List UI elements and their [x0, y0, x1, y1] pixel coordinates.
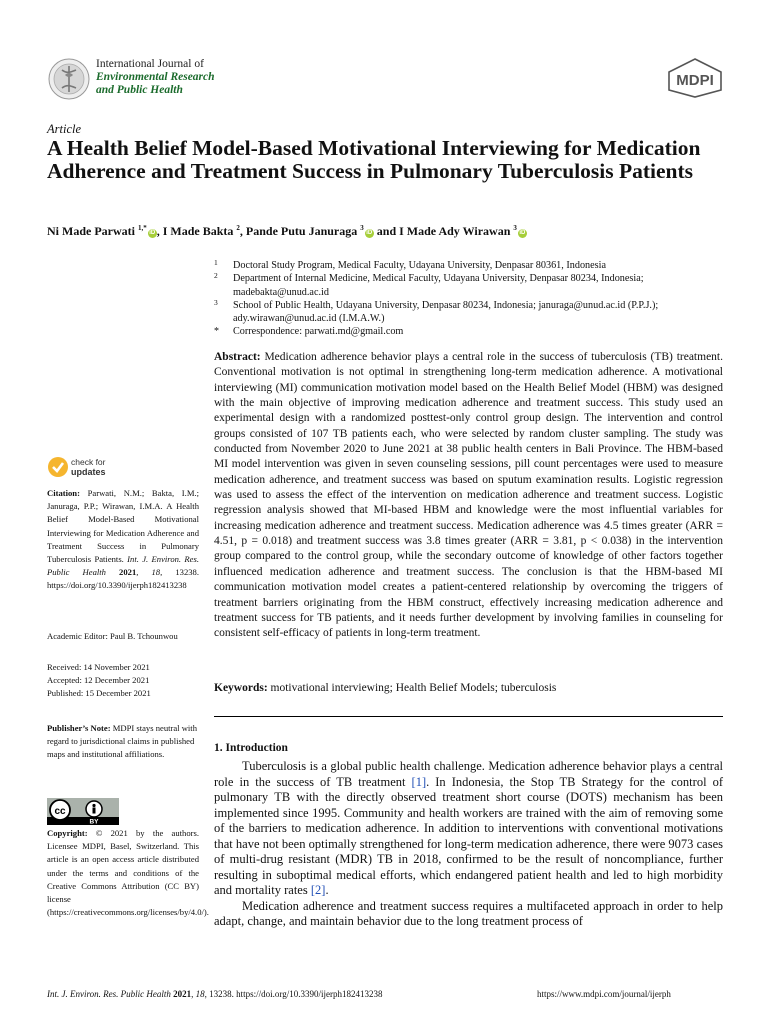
- affiliation-marker: 2: [214, 271, 218, 281]
- journal-name-line3: and Public Health: [96, 84, 183, 96]
- citation-text: Parwati, N.M.; Bakta, I.M.; Januraga, P.P.; Wirawan, I.M.A. A Health Belief Model-Based Motivational Interviewing for Medication Adherence and Treatment Success in Pulmonary Tuberculosis Patients.: [47, 488, 199, 565]
- introduction-body: [214, 759, 723, 930]
- publisher-note-label: Publisher’s Note:: [47, 723, 111, 733]
- check-for-updates-button[interactable]: [47, 456, 157, 482]
- author-affiliation-mark: 1,*: [137, 224, 147, 232]
- cc-by-license-badge[interactable]: [47, 798, 119, 825]
- orcid-icon[interactable]: iD: [149, 230, 156, 236]
- affiliation-text: School of Public Health, Udayana University, Denpasar 80234, Indonesia; januraga@unud.ac.id (P.P.J.); ady.wirawan@unud.ac.id (I.M.A.W.): [233, 299, 659, 325]
- cc-by-label: BY: [89, 818, 99, 825]
- published-date: Published: 15 December 2021: [47, 688, 151, 699]
- abstract: [214, 350, 723, 642]
- citation-link[interactable]: [2]: [310, 883, 326, 897]
- abstract-label: Abstract:: [214, 351, 261, 363]
- journal-logo: [47, 57, 91, 101]
- paragraph: [214, 759, 723, 899]
- affiliation-item: [214, 299, 734, 326]
- citation-doi[interactable]: , 13238. https://doi.org/10.3390/ijerph182413238: [47, 567, 199, 591]
- correspondence-text: Correspondence: parwati.md@gmail.com: [233, 326, 404, 338]
- affiliation-marker: 1: [214, 258, 218, 267]
- journal-name-line2: Environmental Research: [96, 71, 215, 83]
- publisher-note: [47, 722, 199, 762]
- author-affiliation-mark: 3: [513, 224, 517, 232]
- paragraph-text: . In Indonesia, the Stop TB Strategy for the control of pulmonary TB with the directly observed treatment short course (DOTS) mechanism has been implemented since 1995. Community and health workers are trained with the aim of removing some of the barriers to medication adherence. In addition to interventions with conventional motivations that have not been optimally strengthened for long-term medication adherence, there were 9073 cases of multi-drug resistant (MDR) TB in 2018, confirmed to be the result of noncompliance, further resulting in suboptimal medical efforts, which endangered patient health and led to high morbidity and mortality rates: [214, 774, 723, 897]
- abstract-text: Medication adherence behavior plays a central role in the success of tuberculosis (TB) treatment. Conventional motivation is not optimal in strengthening long-term medication adherence. A motivational interviewing (MI) communication motivation model based on the Health Belief Model (HBM) was designed with the main objective of improving medication adherence and treatment success. This study used an experimental design with a randomized posttest-only control group design. The intervention and control groups consisted of 107 TB patients each, who were selected by random cluster sampling. The study was conducted from November 2020 to June 2021 at 38 public health centers in Bali Province. The HBM-based MI model intervention was given in seven counseling sessions, pill count percentages were used to measure medication adherence, and treatment success was based on sputum examination results. Logistic regression was used to assess the effect of the intervention on medication adherence and treatment success. Logistic regression analysis showed that MI-based HBM and knowledge were the most influential variables for increasing medication adherence and treatment success. Medication adherence was 4.5 times greater (ARR = 4.51, p = 0.018) and treatment success was 3.8 times greater (ARR = 3.81, p < 0.038) in the intervention group compared to the control group, while the secondary outcome of knowledge of other factors together influenced medication adherence and treatment success. The conclusion is that the HBM-based MI communication motivation model creates a patient-centered relationship by overcoming the triggers of treatment barriers originating from the HBM construct, effectively increasing medication adherence and treatment success for TB patients, and it needs further development by involving families in counseling for consistent self-efficacy of patients in long-term treatment.: [214, 351, 723, 640]
- journal-name: [96, 58, 215, 97]
- author-affiliation-mark: 2: [236, 224, 240, 232]
- correspondence: [214, 325, 734, 338]
- article-type: Article: [47, 122, 82, 136]
- affiliation-item: [214, 272, 734, 299]
- affiliation-item: [214, 259, 734, 272]
- affiliation-marker: 3: [214, 297, 218, 307]
- citation-label: Citation:: [47, 488, 80, 498]
- author-affiliation-mark: 3: [360, 224, 364, 232]
- received-date: Received: 14 November 2021: [47, 662, 150, 672]
- affiliations: [214, 259, 734, 339]
- affiliation-text: Department of Internal Medicine, Medical Faculty, Udayana University, Denpasar 80234, Indonesia; madebakta@unud.ac.id: [233, 273, 644, 298]
- paragraph: Medication adherence and treatment success requires a multifaceted approach in order to help adapt, change, and maintain behavior due to the long treatment process of: [214, 898, 723, 928]
- section-divider: [214, 716, 723, 717]
- affiliation-marker: *: [214, 326, 219, 338]
- author-name: Pande Putu Januraga: [245, 224, 358, 238]
- keywords-text: motivational interviewing; Health Belief Models; tuberculosis: [270, 682, 557, 694]
- author-separator: ,: [239, 224, 246, 238]
- author-separator: and: [373, 224, 400, 238]
- article-title: A Health Belief Model-Based Motivational Interviewing for Medication Adherence and Treatment Success in Pulmonary Tuberculosis Patients: [47, 136, 701, 183]
- check-updates-line1: check for: [71, 457, 106, 467]
- mdpi-logo-text: MDPI: [676, 72, 714, 89]
- copyright-text: © 2021 by the authors. Licensee MDPI, Basel, Switzerland. This article is an open access article distributed under the terms and conditions of the Creative Commons Attribution (CC BY) license (https://creativecommons.org/licenses/by/4.0/).: [47, 828, 209, 918]
- svg-text:cc: cc: [54, 806, 66, 817]
- footer-year: 2021: [173, 989, 192, 999]
- footer-volume: 18: [195, 989, 205, 999]
- check-updates-line2: updates: [71, 466, 106, 477]
- check-updates-icon: [47, 456, 69, 478]
- affiliation-text: Doctoral Study Program, Medical Faculty, Udayana University, Denpasar 80361, Indonesia: [233, 260, 606, 271]
- orcid-icon[interactable]: iD: [366, 230, 373, 236]
- journal-name-line1: International Journal of: [96, 58, 204, 70]
- author-name: Ni Made Parwati: [47, 224, 135, 238]
- author-name: I Made Ady Wirawan: [399, 224, 511, 238]
- footer-citation: Int. J. Environ. Res. Public Health 2021, 18, 13238. https://doi.org/10.3390/ijerph182413238: [47, 989, 383, 999]
- academic-editor: Academic Editor: Paul B. Tchounwou: [47, 631, 178, 641]
- copyright-notice: [47, 827, 209, 919]
- accepted-date: Accepted: 12 December 2021: [47, 675, 150, 686]
- copyright-label: Copyright:: [47, 828, 88, 838]
- section-heading-introduction: 1. Introduction: [214, 742, 288, 754]
- footer-journal-url[interactable]: https://www.mdpi.com/journal/ijerph: [537, 989, 671, 999]
- author-separator: ,: [156, 224, 163, 238]
- paragraph-text: .: [325, 883, 329, 897]
- footer-doi[interactable]: , 13238. https://doi.org/10.3390/ijerph182413238: [204, 989, 383, 999]
- paragraph-text: Tuberculosis is a global public health challenge. Medication adherence behavior plays a central role in the success of TB treatment: [214, 759, 723, 789]
- author-name: I Made Bakta: [162, 224, 234, 238]
- citation-block: Citation: Parwati, N.M.; Bakta, I.M.; Januraga, P.P.; Wirawan, I.M.A. A Health Belief Model-Based Motivational Interviewing for Medication Adherence and Treatment Success in Pulmonary Tuberculosis Patients. Int. J. Environ. Res. Public Health 2021, 18, 13238. https://doi.org/10.3390/ijerph182413238: [47, 488, 199, 591]
- footer-journal: Int. J. Environ. Res. Public Health: [47, 989, 171, 999]
- publication-dates: [47, 661, 199, 701]
- publisher-note-text: MDPI stays neutral with regard to jurisdictional claims in published maps and institutional affiliations.: [47, 723, 197, 760]
- orcid-icon[interactable]: iD: [519, 230, 526, 236]
- check-updates-text: [71, 458, 106, 477]
- citation-year: 2021: [119, 567, 137, 578]
- citation-journal: Int. J. Environ. Res. Public Health: [47, 554, 199, 578]
- keywords-label: Keywords:: [214, 682, 268, 694]
- author-list: [47, 224, 737, 239]
- mdpi-logo: [666, 58, 724, 98]
- citation-volume: 18: [151, 567, 161, 578]
- keywords: [214, 682, 723, 694]
- citation-link[interactable]: [1]: [411, 774, 427, 789]
